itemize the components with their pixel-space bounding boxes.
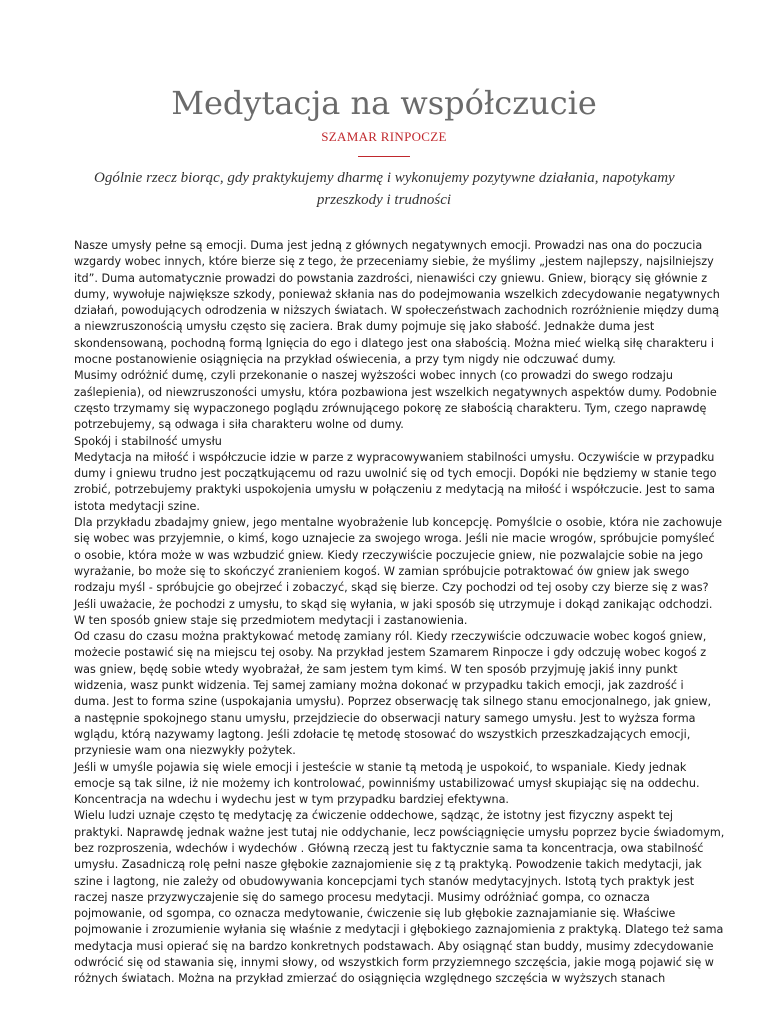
body-line: raczej nasze przyzwyczajenie się do samego procesu medytacji. Musimy odróżniać gompa, co oznacza	[74, 890, 650, 904]
body-line: różnych światach. Można na przykład zmierzać do osiągnięcia względnego szczęścia w wyższych stanach	[74, 972, 666, 986]
body-line: wglądu, którą nazywamy lagtong. Jeśli zdołacie tę metodę stosować do wszystkich przeszkadzających emocji,	[74, 727, 691, 741]
body-line: was gniew, będę sobie wtedy wyobrażał, że sam jestem tym kimś. W ten sposób przyjmuję jakiś inny punkt	[74, 662, 678, 676]
subtitle	[94, 167, 674, 211]
body-line: praktyki. Naprawdę jednak ważne jest tutaj nie oddychanie, lecz powściągnięcie umysłu poprzez bycie świadomym,	[74, 825, 725, 839]
body-line: Medytacja na miłość i współczucie idzie w parze z wypracowywaniem stabilności umysłu. Oczywiście w przypadku	[74, 450, 715, 464]
subtitle-line: Ogólnie rzecz biorąc, gdy praktykujemy dharmę i wykonujemy pozytywne działania, napotykamy	[94, 170, 675, 186]
author-name: SZAMAR RINPOCZE	[321, 129, 447, 144]
body-line: widzenia, wasz punkt widzenia. Tej samej zamiany można dokonać w przypadku takich emocji, jak zazdrość i	[74, 679, 684, 693]
body-text	[74, 238, 725, 988]
body-line: skondensowaną, pochodną formą lgnięcia do ego i dlatego jest ona słabością. Można mieć wielką siłę charakteru i	[74, 336, 714, 350]
body-line: Musimy odróżnić dumę, czyli przekonanie o naszej wyższości wobec innych (co prowadzi do swego rodzaju	[74, 369, 673, 383]
body-line: możecie postawić się na miejscu tej osoby. Na przykład jestem Szamarem Rinpocze i gdy odczuję wobec kogoś z	[74, 646, 707, 660]
body-line: Nasze umysły pełne są emocji. Duma jest jedną z głównych negatywnych emocji. Prowadzi nas ona do poczucia	[74, 239, 703, 252]
body-line: pojmowanie, od sgompa, co oznacza medytowanie, ćwiczenie się lub głębokie zaznajamianie się. Właściwe	[74, 907, 676, 921]
body-line: istota medytacji szine.	[74, 499, 200, 513]
body-line: dumy, wywołuje największe szkody, ponieważ skłania nas do podejmowania wszelkich zdecydowanie negatywnych	[74, 287, 720, 301]
body-line: Wielu ludzi uznaje często tę medytację za ćwiczenie oddechowe, sądząc, że istotny jest fizyczny aspekt tej	[74, 809, 674, 823]
body-line: Jeśli w umyśle pojawia się wiele emocji i jesteście w stanie tą metodą je uspokoić, to wspaniale. Kiedy jednak	[74, 760, 687, 774]
body-line: medytacja musi opierać się na bardzo konkretnych podstawach. Aby osiągnąć stan buddy, musimy zdecydowanie	[74, 939, 714, 953]
body-line: przyniesie wam ona niezwykły pożytek.	[74, 744, 296, 758]
body-line: wyrażanie, bo może się to skończyć zranieniem kogoś. W zamian spróbujcie potraktować ów gniew jak swego	[74, 564, 690, 578]
body-line: Od czasu do czasu można praktykować metodę zamiany ról. Kiedy rzeczywiście odczuwacie wobec kogoś gniew,	[74, 630, 707, 644]
body-line: mocne postanowienie osiągnięcia na przykład oświecenia, a przy tym nigdy nie odczuwać dumy.	[74, 353, 616, 367]
body-line: Dla przykładu zbadajmy gniew, jego mentalne wyobrażenie lub koncepcję. Pomyślcie o osobie, która nie zachowuje	[74, 516, 722, 530]
body-line: Spokój i stabilność umysłu	[74, 434, 222, 448]
body-line: umysłu. Zasadniczą rolę pełni nasze głębokie zaznajomienie się z tą praktyką. Powodzenie takich medytacji, jak	[74, 858, 702, 872]
body-line: zaślepienia), od niewzruszoności umysłu, która pozbawiona jest wszelkich negatywnych aspektów dumy. Podobnie	[74, 385, 717, 399]
body-line: działań, powodujących odrodzenia w niższych światach. W społeczeństwach zachodnich rozróżnienie między dumą	[74, 304, 720, 318]
body-line: dumy i gniewu trudno jest początkującemu od razu uwolnić się od tych emocji. Dopóki nie będziemy w stanie tego	[74, 467, 717, 481]
body-line: się wobec was przyjemnie, o kimś, kogo uznajecie za swojego wroga. Jeśli nie macie wrogów, spróbujcie pomyśleć	[74, 532, 715, 546]
body-line: itd”. Duma automatycznie prowadzi do powstania zazdrości, nienawiści czy gniewu. Gniew, biorący się głównie z	[74, 271, 708, 285]
body-line: zrobić, potrzebujemy praktyki uspokojenia umysłu w połączeniu z medytacją na miłość i współczucie. Jest to sama	[74, 483, 715, 497]
body-line: Jeśli uważacie, że pochodzi z umysłu, to skąd się wyłania, w jaki sposób się utrzymuje i dokąd zanikając odchodzi.	[74, 597, 713, 611]
body-line: pojmowanie i zrozumienie wyłania się właśnie z medytacji i głębokiego zaznajomienia z praktyką. Dlatego też sama	[74, 923, 724, 937]
body-line: Koncentracja na wdechu i wydechu jest w tym przypadku bardziej efektywna.	[74, 793, 509, 807]
body-line: wzgardy wobec innych, które bierze się z tego, że przeceniamy siebie, że myślimy „jestem najlepszy, najsilniejszy	[74, 255, 714, 269]
author-underline-divider	[358, 156, 410, 157]
body-line: szine i lagtong, nie zależy od obudowywania koncepcjami tych stanów medytacyjnych. Istotą tych praktyk jest	[74, 874, 695, 888]
body-line: potrzebujemy, są odwaga i siła charakteru wolne od dumy.	[74, 418, 404, 432]
body-line: a następnie spokojnego stanu umysłu, przejdziecie do obserwacji natury samego umysłu. Jest to wyższa forma	[74, 711, 696, 725]
document-title: Medytacja na współczucie	[171, 84, 597, 122]
body-line: odwrócić się od stawania się, innymi słowy, od wszystkich form przyziemnego szczęścia, jakie mogą pojawić się w	[74, 956, 714, 970]
body-line: bez rozproszenia, wdechów i wydechów . Główną rzeczą jest tu faktycznie sama ta koncentracja, owa stabilność	[74, 841, 704, 855]
body-line: duma. Jest to forma szine (uspokajania umysłu). Poprzez obserwację tak silnego stanu emocjonalnego, jak gniew,	[74, 695, 712, 709]
body-line: a niewzruszonością umysłu często się zaciera. Brak dumy pojmuje się jako słabość. Jednakże duma jest	[74, 320, 655, 334]
body-line: emocje są tak silne, iż nie możemy ich kontrolować, powinniśmy ustabilizować umysł skupiając się na oddechu.	[74, 776, 700, 790]
body-line: o osobie, która może w was wzbudzić gniew. Kiedy rzeczywiście poczujecie gniew, nie pozwalajcie sobie na jego	[74, 548, 703, 562]
body-line: często trzymamy się wypaczonego poglądu zrównującego pokorę ze słabością charakteru. Tym, czego naprawdę	[74, 401, 707, 415]
body-line: rodzaju myśl - spróbujcie go obejrzeć i zobaczyć, skąd się bierze. Czy pochodzi od tej osoby czy bierze się z was?	[74, 581, 709, 595]
subtitle-line: przeszkody i trudności	[316, 192, 452, 208]
body-line: W ten sposób gniew staje się przedmiotem medytacji i zastanowienia.	[74, 613, 468, 627]
